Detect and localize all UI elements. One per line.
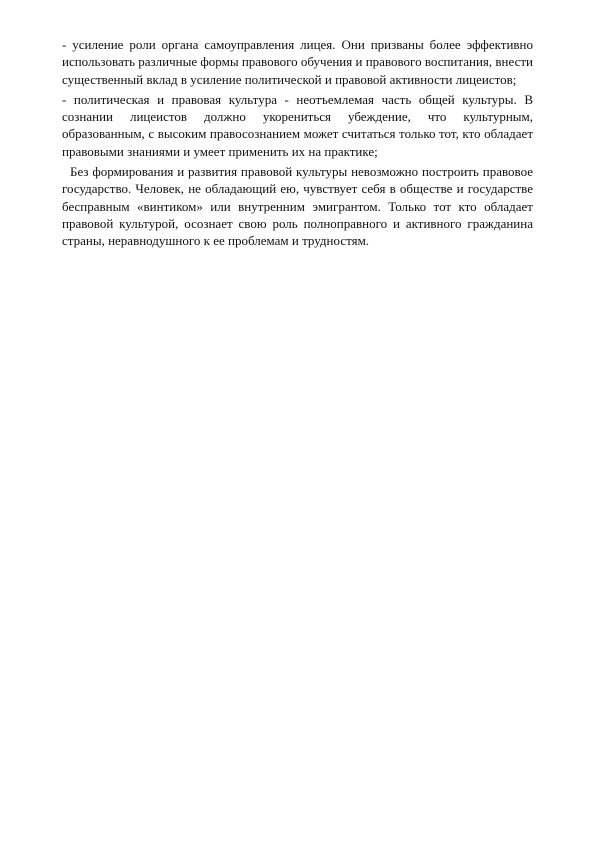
paragraph-legal-state: Без формирования и развития правовой культуры невозможно построить правовое государство. Человек, не обладающий ею, чувствует себя в обществе и государстве бесправным «винтиком» или внутренним эмигрантом. Только тот кто обладает правовой культурой, осознает свою роль полноправного и активного гражданина страны, неравнодушного к ее проблемам и трудностям. [62,164,533,249]
body-text [62,36,533,253]
paragraph-self-government: - усиление роли органа самоуправления лицея. Они призваны более эффективно использовать различные формы правового обучения и правового воспитания, внести существенный вклад в усиление политической и правовой активности лицеистов; [62,37,533,87]
paragraph-legal-culture: - политическая и правовая культура - неотъемлемая часть общей культуры. В сознании лицеистов должно укорениться убеждение, что культурным, образованным, с высоким правосознанием может считаться только тот, кто обладает правовыми знаниями и умеет применить их на практике; [62,91,533,159]
